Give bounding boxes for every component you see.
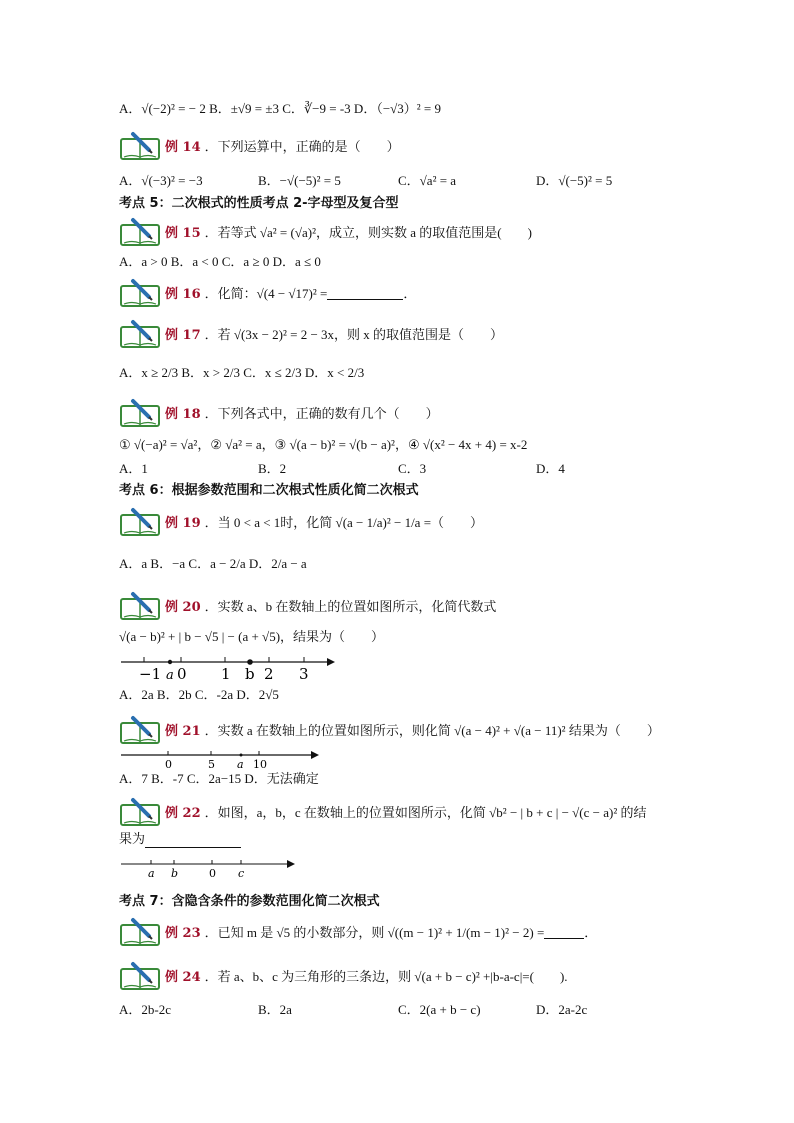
example-18-statements: ① √(−a)² = √a²，② √a² = a，③ √(a − b)² = √(b − a)²，④ √(x² − 4x + 4) = x-2 [119,437,528,452]
book-pen-icon [119,318,163,348]
example-18 [119,397,439,427]
example-text: ．下列各式中，正确的数有几个（ ） [204,405,439,421]
example-text: ．实数 a、b 在数轴上的位置如图所示，化简代数式 [204,598,497,614]
example-label: 例 17 [165,327,201,343]
example-16: 例 16 ．化简：√(4 − √17)² = ． [119,277,416,307]
tick-label: a [166,668,174,683]
option-c: C．√a² = a [398,173,457,188]
tick-label: a [148,867,155,880]
tick-label: 3 [299,665,309,683]
example-label: 例 24 [165,969,201,985]
example-label: 例 16 [165,286,201,302]
tick-label: b [171,867,179,880]
example-text: ．化简：√(4 − √17)² = [204,285,328,301]
tick-label: 5 [208,758,215,771]
book-pen-icon [119,216,163,246]
example-15 [119,216,532,246]
book-pen-icon [119,916,163,946]
answer-blank[interactable] [145,833,241,848]
book-pen-icon [119,397,163,427]
option-b: B．−√(−5)² = 5 [258,173,341,188]
previous-question-options: A．√(−2)² = − 2 B．±√9 = ±3 C．∛−9 = -3 D．（−√3）² = 9 [119,101,442,116]
example-label: 例 14 [165,139,201,155]
example-label: 例 19 [165,515,201,531]
example-label: 例 15 [165,225,201,241]
option-d: D．2a-2c [536,1002,588,1017]
section-heading-7: 考点 7：含隐含条件的参数范围化简二次根式 [119,894,380,909]
section-heading-5: 考点 5：二次根式的性质考点 2-字母型及复合型 [119,196,399,211]
book-pen-icon [119,590,163,620]
example-label: 例 20 [165,599,201,615]
example-19-options: A．a B．−a C．a − 2/a D．2/a − a [119,556,307,571]
option-b: B．2a [258,1002,292,1017]
book-pen-icon [119,506,163,536]
section-heading-6: 考点 6：根据参数范围和二次根式性质化简二次根式 [119,483,419,498]
example-21 [119,714,660,744]
option-c: C．2(a + b − c) [398,1002,481,1017]
example-22 [119,796,646,826]
example-text: ．若 a、b、c 为三角形的三条边，则 √(a + b − c)² +|b-a-c|=( ). [204,968,568,984]
book-pen-icon [119,960,163,990]
tick-label: 0 [209,867,216,880]
answer-blank[interactable] [544,924,584,939]
number-line-22 [119,856,309,880]
example-label: 例 22 [165,805,201,821]
example-text: ．若 √(3x − 2)² = 2 − 3x，则 x 的取值范围是（ ） [204,326,504,342]
example-text: ．已知 m 是 √5 的小数部分，则 √((m − 1)² + 1/(m − 1)² − 2) = [204,924,545,940]
example-22-continuation: 果为 [119,830,241,848]
example-label: 例 18 [165,406,201,422]
book-pen-icon [119,277,163,307]
example-text: ．实数 a 在数轴上的位置如图所示，则化简 √(a − 4)² + √(a − 11)² 结果为（ ） [204,722,660,738]
tick-label: b [245,665,255,683]
example-20 [119,590,496,620]
option-a: A．2b-2c [119,1002,171,1017]
book-pen-icon [119,796,163,826]
example-15-options: A．a > 0 B．a < 0 C．a ≥ 0 D．a ≤ 0 [119,254,321,269]
option-b: B．2 [258,461,287,476]
tick-label: a [237,758,244,771]
tick-label: 0 [177,665,187,683]
example-14 [119,130,400,160]
option-d: D．√(−5)² = 5 [536,173,613,188]
example-24 [119,960,568,990]
example-23: 例 23 ．已知 m 是 √5 的小数部分，则 √((m − 1)² + 1/(m − 1)² − 2) = ． [119,916,597,946]
tick-label: 1 [221,665,231,683]
number-line-20 [119,650,339,684]
example-20-options: A．2a B．2b C．-2a D．2√5 [119,687,279,702]
tick-label: c [238,867,245,880]
book-pen-icon [119,130,163,160]
option-d: D．4 [536,461,565,476]
option-c: C．3 [398,461,427,476]
tick-label: −1 [139,665,162,683]
option-a: A．1 [119,461,148,476]
option-a: A．√(−3)² = −3 [119,173,203,188]
example-text: ．若等式 √a² = (√a)²，成立，则实数 a 的取值范围是( ) [204,224,532,240]
example-label: 例 23 [165,925,201,941]
tick-label: 2 [264,665,274,683]
example-20-expression: √(a − b)² + | b − √5 | − (a + √5)，结果为（ ） [119,629,385,644]
example-label: 例 21 [165,723,201,739]
example-text: ．下列运算中，正确的是（ ） [204,138,400,154]
example-text: ．当 0 < a < 1时，化简 √(a − 1/a)² − 1/a =（ ） [204,514,484,530]
book-pen-icon [119,714,163,744]
example-text: ．如图，a，b，c 在数轴上的位置如图所示，化简 √b² − | b + c | − √(c − a)² 的结 [204,804,647,820]
example-21-options: A．7 B．-7 C．2a−15 D．无法确定 [119,771,319,786]
example-19 [119,506,483,536]
example-17 [119,318,503,348]
tick-label: 10 [253,758,267,771]
number-line-21 [119,748,329,772]
example-17-options: A．x ≥ 2/3 B．x > 2/3 C．x ≤ 2/3 D．x < 2/3 [119,365,365,380]
tick-label: 0 [165,758,172,771]
answer-blank[interactable] [327,285,403,300]
